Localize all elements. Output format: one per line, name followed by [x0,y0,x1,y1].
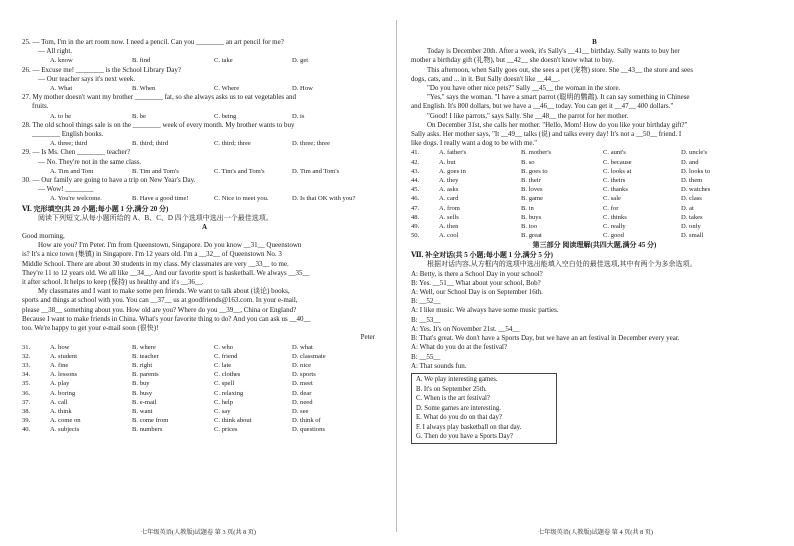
passage-line: sports and things at school with you. You can __37__ us at goodfriends@163.com. In your e-mail, [22,296,298,305]
options-row [22,112,387,121]
option: D. need [292,398,313,406]
option: A. What [50,85,73,93]
option: D. Tim and Tom's [292,167,340,175]
options-row [411,222,778,231]
question-continuation: ________ English books. [32,130,104,139]
option: B. find [132,57,151,65]
passage-b [411,47,778,148]
question-28 [22,121,387,149]
option: D. nice [292,361,312,369]
option: B. right [132,361,153,369]
question-30 [22,176,387,204]
options-table-31-40 [22,343,387,435]
option: D. meet [292,380,313,388]
box-option: A. We play interesting games. [416,375,498,383]
option: B. their [521,177,541,185]
option: D. only [681,223,701,231]
question-29 [22,148,387,176]
part-3-title: 第三部分 阅读理解(共四大题,满分 45 分) [532,241,657,250]
option: D. takes [681,213,703,221]
options-row [411,158,778,167]
item-number: 31. [22,343,31,351]
passage-line: is? It's a nice town (集镇) in Singapore. I'm 12 years old. I'm a __32__ of Queenstown No. 3 [22,250,282,259]
item-number: 35. [22,380,31,388]
passage-line: My classmates and I want to make some pen friends. We want to talk about (谈论) books, [38,287,290,296]
options-row [22,361,387,370]
option: A. how [50,343,70,351]
option: C. Tim's and Tom's [214,167,265,175]
option: B. Tim and Tom's [132,167,179,175]
option: C. think about [214,417,252,425]
option: D. is [292,112,305,120]
option: B. come from [132,417,169,425]
option: A. You're welcome. [50,195,102,203]
question-reply: — All right. [38,47,73,56]
options-row [22,407,387,416]
item-number: 33. [22,361,31,369]
question-stem: 29. — Is Ms. Chen ________ teacher? [22,148,131,157]
options-row [22,167,387,176]
item-number: 40. [22,426,31,434]
passage-line: please __38__ something about you. How old are you? Where do you __39__, China or England? [22,305,297,314]
option: C. theirs [603,177,626,185]
option: C. say [214,407,231,415]
option: D. Is that OK with you? [292,195,356,203]
option: B. parents [132,371,159,379]
dialog [411,270,778,371]
option: B. want [132,407,153,415]
passage-line: like dogs. I really want a dog to be with me." [411,139,538,148]
box-option: E. What do you do on that day? [416,414,502,422]
option: C. relaxing [214,389,244,397]
option: A. Tim and Tom [50,167,94,175]
passage-line: too. We're happy to get your e-mail soon (很快)! [22,324,159,333]
option: C. being [214,112,237,120]
option: C. sale [603,195,621,203]
options-row [22,370,387,379]
option: A. to be [50,112,72,120]
option: A. lessons [50,371,78,379]
option: D. classmate [292,352,326,360]
passage-line: and English. It's 800 dollars, but we have a __46__ today. You can get it __47__ 400 dollars." [411,102,674,111]
options-row [22,425,387,434]
option: A. call [50,398,68,406]
passage-line: it after school. It helps to keep (保持) us healthy and it's __36__. [22,278,204,287]
item-number: 47. [411,204,420,212]
option: A. subjects [50,426,80,434]
option: C. prices [214,426,238,434]
option: D. dear [292,389,312,397]
option: D. class [681,195,702,203]
option: B. in [521,204,534,212]
box-option: D. Some games are interesting. [416,404,501,412]
option: B. numbers [132,426,163,434]
option: C. take [214,57,233,65]
option: B. be [132,112,146,120]
option: B. third; third [132,140,169,148]
option: B. mother's [521,149,552,157]
options-table-41-50 [411,148,778,240]
option: D. and [681,158,699,166]
signature: Peter [360,333,375,342]
passage-line: "Good! I like parrots," says Sally. She __48__ the parrot for her mother. [427,111,629,120]
options-row [411,213,778,222]
page-footer: 七年级英语(人教版)试题卷 第 3 页(共 8 页) [141,529,256,536]
section-7-instructions: 根据对话内容,从方框内的选项中选出能填入空白处的最佳选项,其中有两个为多余选项。 [427,260,697,269]
dialog-line: A: What do you do at the festival? [411,343,508,352]
section-6-title: Ⅵ. 完形填空(共 20 小题;每小题 1 分,满分 20 分) [22,204,169,213]
passage-line: Good morning, [22,232,65,241]
option: B. so [521,158,535,166]
option: B. When [132,85,156,93]
option: C. Where [214,85,240,93]
options-row [411,167,778,176]
option: A. think [50,407,72,415]
item-number: 44. [411,177,420,185]
passage-line: Because I want to make friends in China. What's your favorite thing to do? And you can ask us __40__ [22,314,311,323]
option: A. cool [439,232,459,240]
option: D. How [292,85,313,93]
option: A. goes in [439,167,466,175]
option: D. looks to [681,167,711,175]
dialog-line: B: Yes. __51__ What about your school, Bob? [411,278,541,287]
options-row [22,398,387,407]
item-number: 32. [22,352,31,360]
dialog-line: A: Yes. It's on November 21st. __54__ [411,324,520,333]
dialog-line: B: __55__ [411,352,441,361]
dialog-line: A: That sounds fun. [411,361,467,370]
option: D. sports [292,371,316,379]
item-number: 36. [22,389,31,397]
option: A. they [439,177,459,185]
option: A. boring [50,389,76,397]
option: B. Have a good time! [132,195,189,203]
options-row [22,84,387,93]
item-number: 37. [22,398,31,406]
options-row [411,185,778,194]
item-number: 41. [411,149,420,157]
option: A. but [439,158,456,166]
options-row [22,56,387,65]
option: D. get [292,57,309,65]
option: C. spell [214,380,235,388]
option: A. card [439,195,459,203]
option: B. buys [521,213,542,221]
option: A. play [50,380,70,388]
option: D. watches [681,186,711,194]
option: A. sells [439,213,459,221]
option: B. loves [521,186,543,194]
option: D. at [681,204,694,212]
dialog-options-box [411,373,557,444]
option: C. help [214,398,234,406]
passage-line: This afternoon, when Sally goes out, she sees a pet (宠物) store. She __43__ the store and sees [427,65,693,74]
option: B. goes to [521,167,548,175]
option: B. busy [132,389,153,397]
options-row [22,379,387,388]
item-number: 50. [411,232,420,240]
option: A. father's [439,149,467,157]
option: A. fine [50,361,69,369]
option: D. uncle's [681,149,708,157]
passage-a-label: A [201,222,208,231]
option: C. good [603,232,624,240]
passage-line: On December 31st, she calls her mother. "Hello, Mom! How do you like your birthday gift?" [427,120,688,129]
option: B. where [132,343,156,351]
question-25 [22,38,387,66]
option: D. questions [292,426,325,434]
option: D. them [681,177,703,185]
option: C. Nice to meet you. [214,195,269,203]
option: C. looks at [603,167,632,175]
box-option: F. I always play basketball on that day. [416,423,522,431]
options-row [411,194,778,203]
page-footer: 七年级英语(人教版)试题卷 第 4 页(共 8 页) [538,529,653,536]
option: D. see [292,407,309,415]
passage-b-label: B [592,38,597,46]
passage-line: How are you? I'm Peter. I'm from Queenstown, Singapore. Do you know __31__ Queenstown [38,241,302,250]
dialog-line: B: __52__ [411,297,441,306]
options-row [411,231,778,240]
passage-line: dogs, cats, and ... in it. But Sally doesn't like __44__. [411,74,560,83]
exam-page-4 [397,0,794,546]
option: C. thanks [603,186,628,194]
question-continuation: fruits. [32,102,49,111]
options-row [22,343,387,352]
options-row [22,416,387,425]
box-option: G. Then do you have a Sports Day? [416,433,513,441]
option: A. from [439,204,460,212]
question-stem: 30. — Our family are going to have a trip on New Year's Day. [22,176,196,185]
option: C. for [603,204,619,212]
section-7-title: Ⅶ. 补全对话(共 5 小题;每小题 1 分,满分 5 分) [411,251,553,260]
option: B. too [521,223,538,231]
box-option: B. It's on September 25th. [416,385,487,393]
option: B. great [521,232,542,240]
question-stem: 25. — Tom, I'm in the art room now. I need a pencil. Can you ________ an art pencil for me? [22,38,284,46]
section-6-instructions: 阅读下列短文,从每小题所给的 A、B、C、D 四个选项中选出一个最佳选项。 [38,213,273,222]
passage-line: Middle School. There are about 30 students in my class. My classmates are very __33__ to me. [22,259,289,268]
option: C. late [214,361,232,369]
passage-line: "Do you have other nice pets?" Sally __45__ the woman in the store. [427,84,621,93]
options-row [411,148,778,157]
option: C. thinks [603,213,627,221]
question-reply: — Wow! ________ [38,185,94,194]
item-number: 34. [22,371,31,379]
dialog-line: B: __53__ [411,315,441,324]
options-row [22,389,387,398]
item-number: 43. [411,167,420,175]
passage-line: They're 11 to 12 years old. We all like __34__. And our favorite sport is basketball. We always __35__ [22,268,310,277]
option: A. come on [50,417,81,425]
item-number: 46. [411,195,420,203]
option: C. clothes [214,371,241,379]
option: D. what [292,343,313,351]
dialog-line: B: That's great. We don't have a Sports Day, but we have an art festival in December every year. [411,334,680,343]
option: C. friend [214,352,238,360]
passage-line: Sally asks. Her mother says, "It __49__ talks (说) and talks every day! It's not a __50__ friend. I [411,130,682,139]
option: B. e-mail [132,398,157,406]
question-stem: 28. The old school things sale is on the ________ week of every month. My brother wants to buy [22,120,295,129]
options-row [411,176,778,185]
option: C. aunt's [603,149,626,157]
option: B. teacher [132,352,159,360]
options-row [22,352,387,361]
option: A. then [439,223,459,231]
passage-line: mother a birthday gift (礼物), but __42__ she doesn't know what to buy. [411,56,614,65]
dialog-line: A: I like music. We always have some music parties. [411,306,559,315]
option: D. three; three [292,140,330,148]
dialog-line: A: Well, our School Day is on September 16th. [411,288,543,297]
options-row [22,194,387,203]
item-number: 48. [411,213,420,221]
options-row [22,139,387,148]
option: C. third; three [214,140,251,148]
question-stem: 26. — Excuse me! ________ is the School Library Day? [22,65,182,74]
option: D. small [681,232,704,240]
passage-line: "Yes," says the woman. "I have a smart parrot (聪明的鹦鹉). It can say something in Chinese [427,93,690,102]
item-number: 38. [22,407,31,415]
option: C. really [603,223,626,231]
question-reply: — No. They're not in the same class. [38,157,142,166]
item-number: 42. [411,158,420,166]
options-row [411,204,778,213]
option: C. because [603,158,632,166]
option: A. asks [439,186,459,194]
option: B. buy [132,380,150,388]
item-number: 45. [411,186,420,194]
option: A. know [50,57,73,65]
item-number: 49. [411,223,420,231]
option: A. student [50,352,78,360]
question-26 [22,66,387,94]
box-option: C. When is the art festival? [416,395,490,403]
passage-line: Today is December 20th. After a week, it's Sally's __41__ birthday. Sally wants to buy her [427,47,680,56]
option: A. three; third [50,140,88,148]
option: D. think of [292,417,321,425]
dialog-line: A: Betty, is there a School Day in your school? [411,269,543,278]
item-number: 39. [22,417,31,425]
question-reply: — Our teacher says it's next week. [38,74,136,83]
passage-a [22,232,387,342]
question-stem: 27. My mother doesn't want my brother ________ fat, so she always asks us to eat vegetables and [22,93,297,102]
option: C. who [214,343,234,351]
question-27 [22,93,387,121]
option: B. game [521,195,543,203]
